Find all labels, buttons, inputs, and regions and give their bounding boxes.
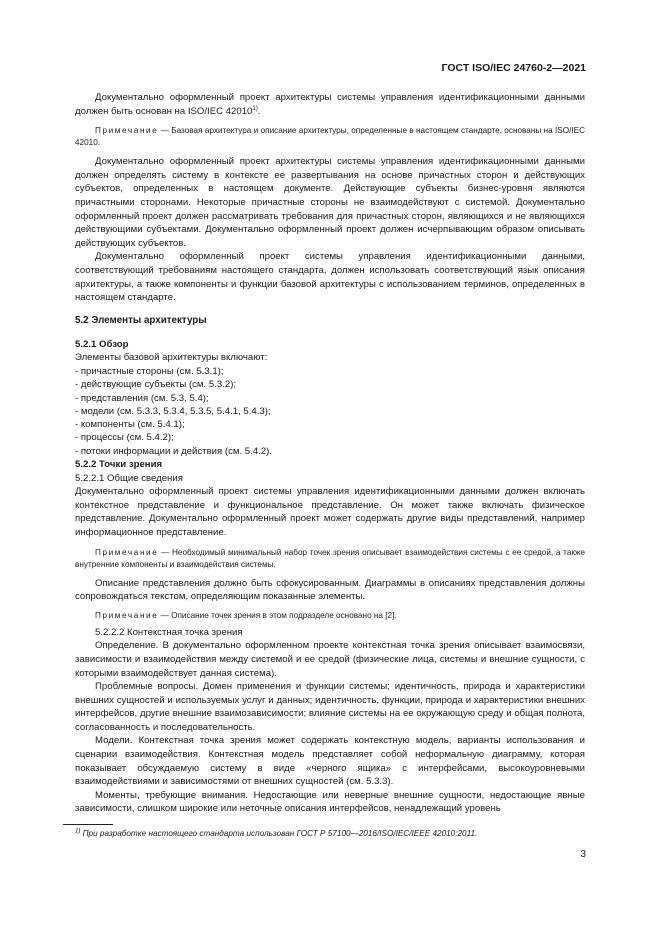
list-intro: Элементы базовой архитектуры включают: [75, 352, 268, 364]
paragraph: Моменты, требующие внимания. Недостающие или неверные внешние сущности, недостающие явные зависимости, слишком широкие или неточные описания интерфейсов, ненадлежащий уровень [75, 789, 585, 815]
note-label: Примечание [95, 610, 159, 620]
footnote-divider [63, 824, 113, 825]
page-number: 3 [580, 849, 586, 860]
note: Примечание — Необходимый минимальный набор точек зрения описывает взаимодействия системы с ее средой, а также внутренние компоненты и взаимодействия системы. [75, 547, 585, 569]
sub-subsection-heading: 5.2.2.1 Общие сведения [75, 472, 183, 484]
subsection-heading: 5.2.2 Точки зрения [75, 458, 163, 470]
paragraph: Модели. Контекстная точка зрения может содержать контекстную модель, варианты использования и сценарии взаимодействия. Контекстная модель представляет собой неформальную диаграмму, которая показывает обсуждаемую систему в виде «черного ящика» с интерфейсами, высокоуровневыми взаимодействиями и зависимостями от внешних сущностей (см. 5.3.3). [75, 735, 585, 788]
note-label: Примечание [95, 547, 159, 557]
footnote-ref[interactable]: 1) [252, 105, 258, 112]
document-id-header: ГОСТ ISO/IEC 24760-2—2021 [441, 62, 586, 74]
list-item: - действующие субъекты (см. 5.3.2); [75, 379, 237, 391]
list-item: - процессы (см. 5.4.2); [75, 432, 174, 444]
main-content [75, 91, 585, 816]
note: Примечание — Описание точек зрения в этом подразделе основано на [2]. [95, 610, 397, 620]
paragraph: Документально оформленный проект системы управления идентификационными данными должен включать контекстное представление и функциональное представление. Он может также включать физическое представление. Документально оформленный проект может содержать другие виды представлений, например информационное представление. [75, 486, 585, 538]
list-item: - потоки информации и действия (см. 5.4.2). [75, 445, 272, 457]
paragraph: Проблемные вопросы. Домен применения и функции системы; идентичность, природа и характеристики внешних сущностей и используемых услуг и данных; идентичность, функции, природа и характеристики внешних интерфейсов, другие внешние взаимозависимости; влияние системы на ее окружающую среду и общая полнота, согласованность и последовательность. [75, 681, 585, 733]
section-heading: 5.2 Элементы архитектуры [75, 314, 207, 326]
list-item: - модели (см. 5.3.3, 5.3.4, 5.3.5, 5.4.1, 5.4.3); [75, 405, 271, 417]
paragraph: Документально оформленный проект системы управления идентификационными данными, соответствующий требованиям настоящего стандарта, должен использовать соответствующий язык описания архитектуры, а также компоненты и функции базовой архитектуры с использованием терминов, определенных в настоящем стандарте. [75, 251, 585, 304]
footnote: $^{1)}$ При разработке настоящего стандарта использован ГОСТ Р 57100—2016/ISO/IEC/IEEE 42010:2011. [75, 828, 478, 838]
paragraph: Описание представления должно быть сфокусированным. Диаграммы в описаниях представления должны сопровождаться текстом, определяющим показанные элементы. [75, 577, 585, 603]
paragraph: Документально оформленный проект архитектуры системы управления идентификационными данными должен определять систему в контексте ее развертывания на основе причастных сторон и действующих субъектов, определенных в настоящем документе. Действующие субъекты бизнес-уровня являются причастными сторонами. Некоторые причастные стороны не взаимодействуют с системой. Документально оформленный проект должен рассматривать требования для причастных сторон, являющихся и не являющихся действующими субъектами. Документально оформленный проект должен исчерпывающим образом описывать действующих субъектов. [75, 156, 585, 249]
sub-subsection-heading: 5.2.2.2 Контекстная точка зрения [95, 626, 243, 638]
list-item: - причастные стороны (см. 5.3.1); [75, 365, 224, 377]
paragraph: Определение. В документально оформленном проекте контекстная точка зрения описывает взаимосвязи, зависимости и взаимодействия между системой и ее средой (физические лица, системы и внешние сущности, с которыми взаимодействует данная система). [75, 640, 585, 679]
note: Примечание — Базовая архитектура и описание архитектуры, определенные в настоящем стандарте, основаны на ISO/IEC 42010. [75, 126, 585, 148]
footnote-marker: 1) [75, 828, 81, 835]
list-item: - компоненты (см. 5.4.1); [75, 419, 185, 431]
element-list [75, 365, 585, 458]
subsection-heading: 5.2.1 Обзор [75, 338, 129, 350]
paragraph: Документально оформленный проект архитектуры системы управления идентификационными данными должен быть основан на ISO/IEC 42010$^{1)}$. [75, 92, 585, 117]
list-item: - представления (см. 5.3, 5.4); [75, 392, 209, 404]
note-label: Примечание [95, 126, 159, 136]
